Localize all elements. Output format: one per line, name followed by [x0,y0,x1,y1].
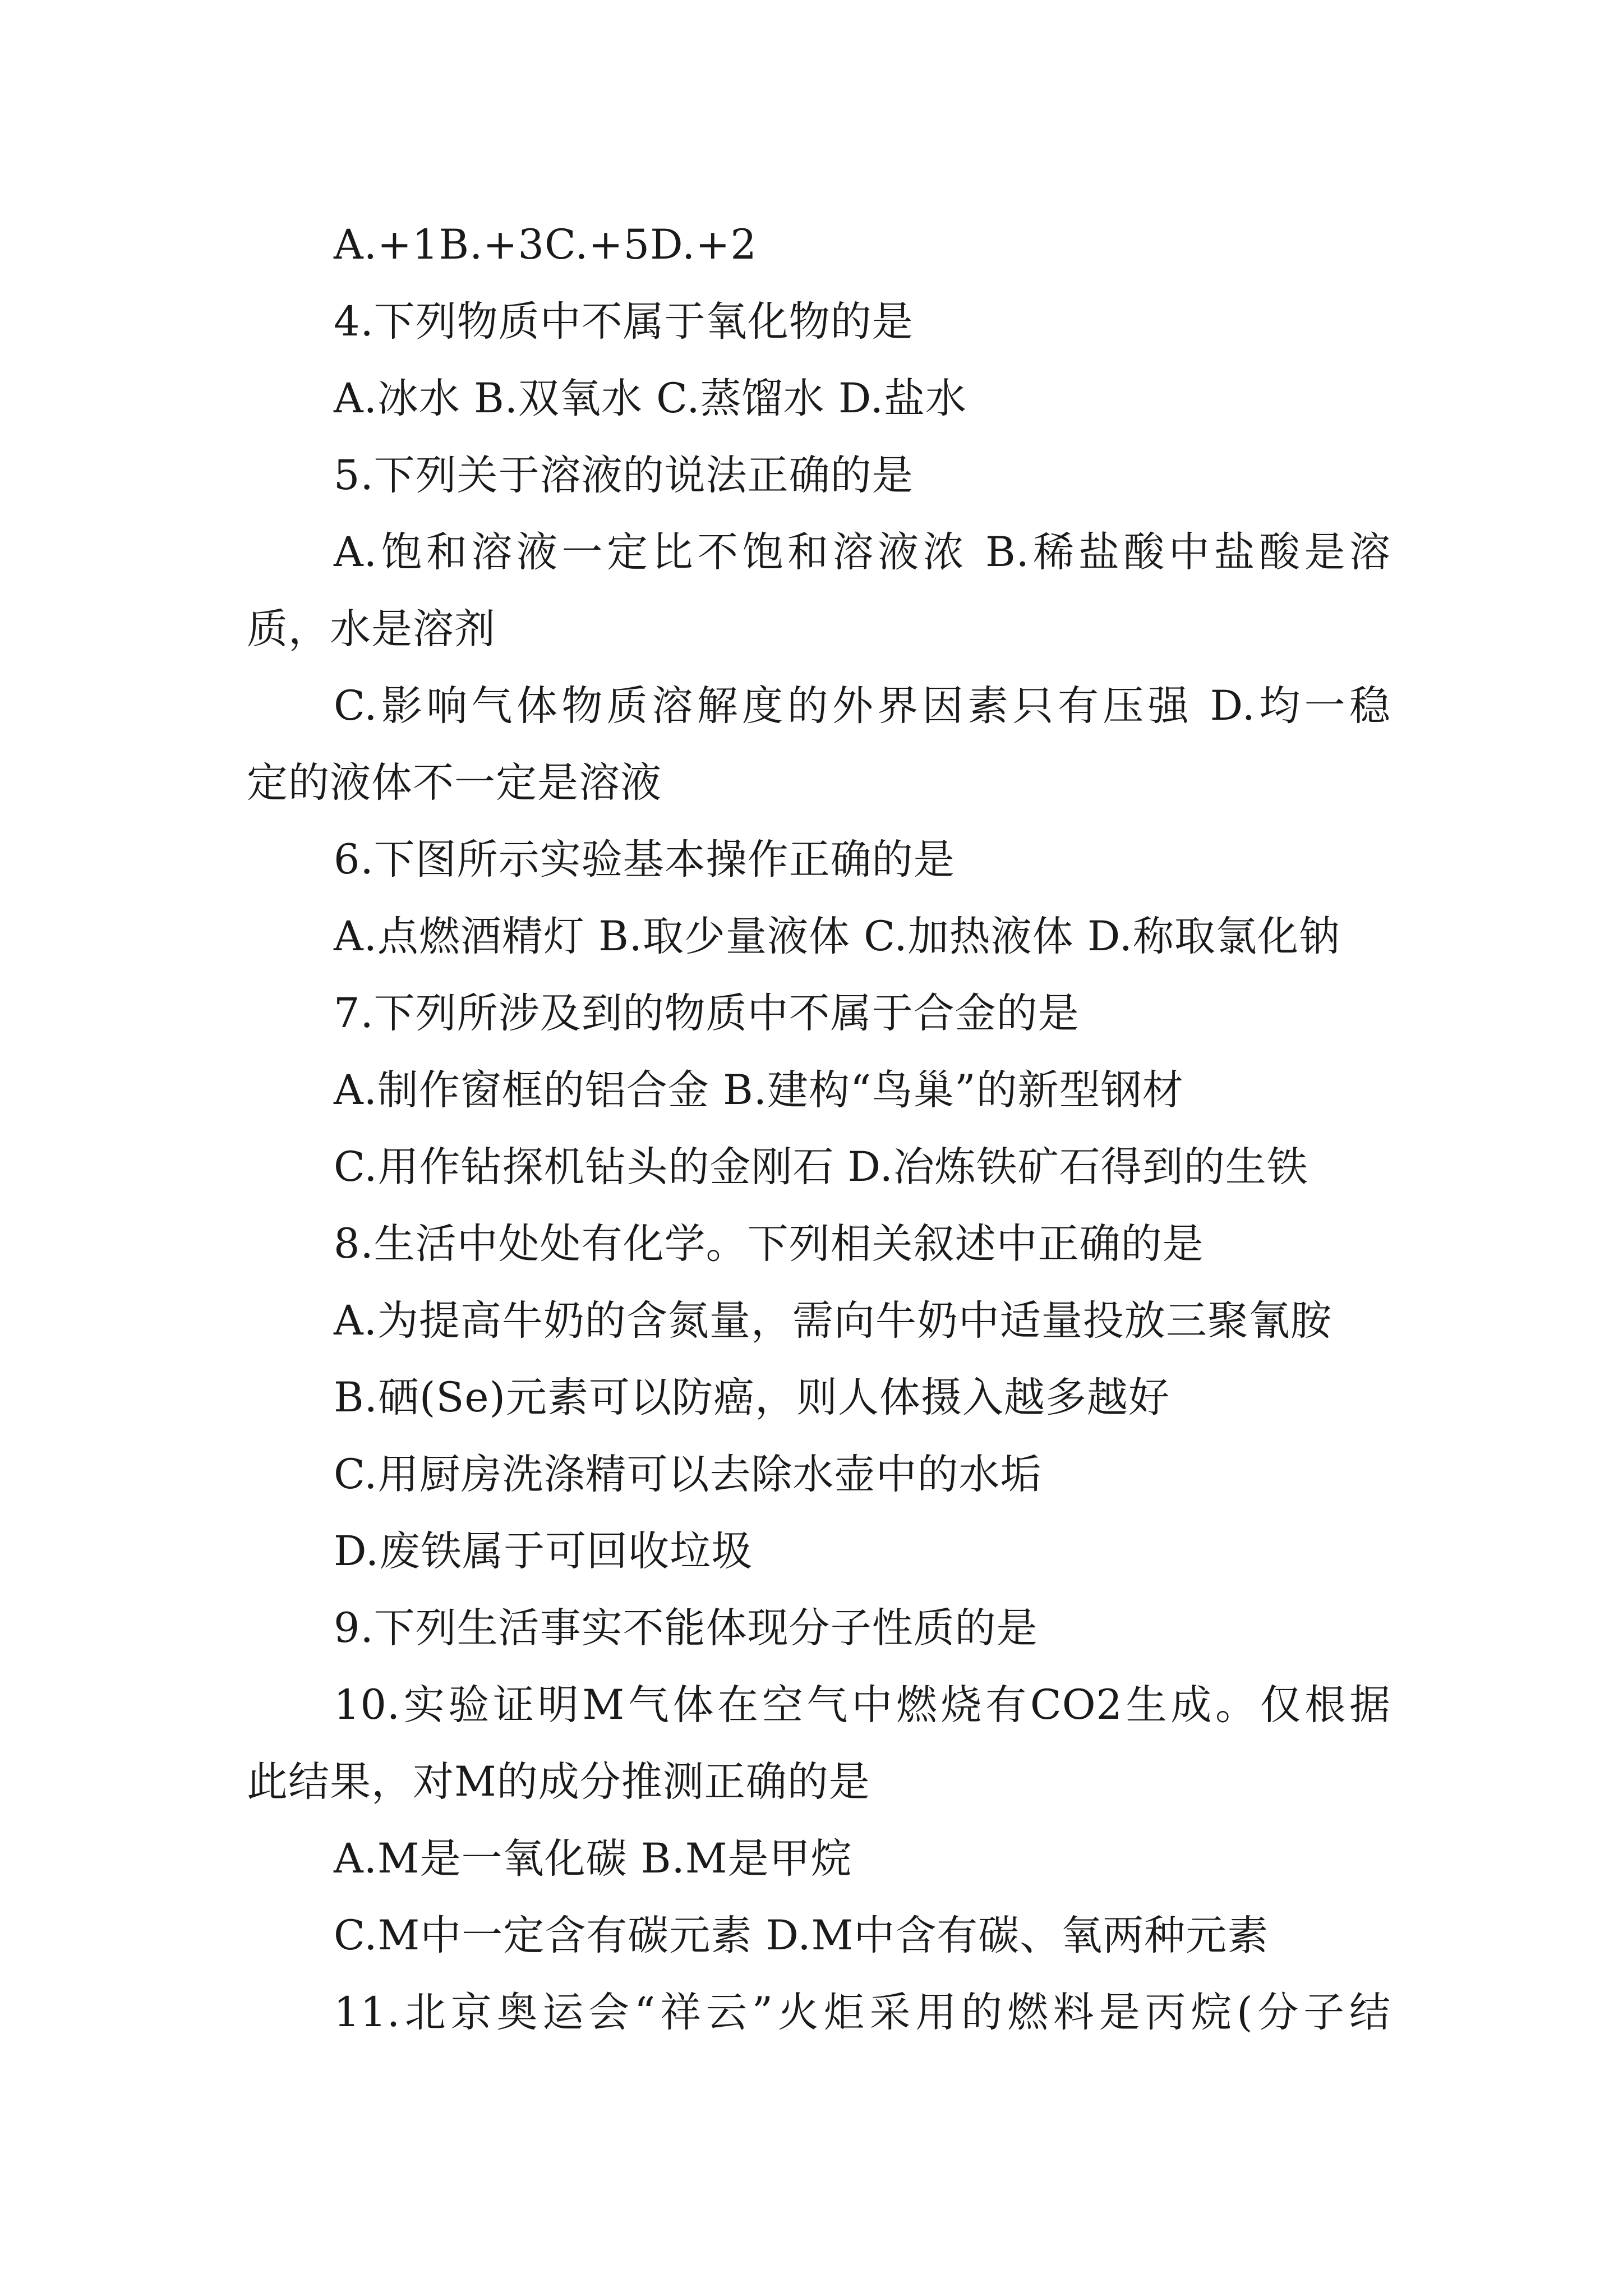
answer-options-q5-line-3: C.影响气体物质溶解度的外界因素只有压强 D.均一稳 [334,682,1391,730]
question-4: 4.下列物质中不属于氧化物的是 [334,298,914,346]
question-10-line-1: 10.实验证明M气体在空气中燃烧有CO2生成。仅根据 [334,1681,1391,1729]
answer-options-q3: A.+1B.+3C.+5D.+2 [334,221,757,269]
answer-options-q5-line-4: 定的液体不一定是溶液 [247,759,662,807]
answer-option-q8-a: A.为提高牛奶的含氮量，需向牛奶中适量投放三聚氰胺 [334,1297,1332,1345]
answer-options-q7-line-1: A.制作窗框的铝合金 B.建构“鸟巢”的新型钢材 [334,1066,1184,1114]
answer-options-q10-line-1: A.M是一氧化碳 B.M是甲烷 [334,1835,852,1883]
question-8: 8.生活中处处有化学。下列相关叙述中正确的是 [334,1220,1204,1268]
answer-options-q6: A.点燃酒精灯 B.取少量液体 C.加热液体 D.称取氯化钠 [334,913,1340,960]
answer-options-q4: A.冰水 B.双氧水 C.蒸馏水 D.盐水 [334,375,967,422]
answer-options-q5-line-1: A.饱和溶液一定比不饱和溶液浓 B.稀盐酸中盐酸是溶 [334,528,1391,576]
question-5: 5.下列关于溶液的说法正确的是 [334,452,914,499]
answer-option-q8-d: D.废铁属于可回收垃圾 [334,1527,753,1575]
question-9: 9.下列生活事实不能体现分子性质的是 [334,1604,1038,1652]
question-11-line-1: 11.北京奥运会“祥云”火炬采用的燃料是丙烷(分子结 [334,1989,1391,2036]
answer-options-q7-line-2: C.用作钻探机钻头的金刚石 D.冶炼铁矿石得到的生铁 [334,1143,1308,1191]
answer-option-q8-b: B.硒(Se)元素可以防癌，则人体摄入越多越好 [334,1374,1170,1421]
answer-option-q8-c: C.用厨房洗涤精可以去除水壶中的水垢 [334,1451,1042,1498]
question-10-line-2: 此结果，对M的成分推测正确的是 [247,1758,870,1806]
answer-options-q5-line-2: 质，水是溶剂 [247,605,496,653]
document-body [247,206,1391,2051]
question-7: 7.下列所涉及到的物质中不属于合金的是 [334,990,1080,1037]
answer-options-q10-line-2: C.M中一定含有碳元素 D.M中含有碳、氧两种元素 [334,1912,1269,1959]
question-6: 6.下图所示实验基本操作正确的是 [334,836,955,884]
